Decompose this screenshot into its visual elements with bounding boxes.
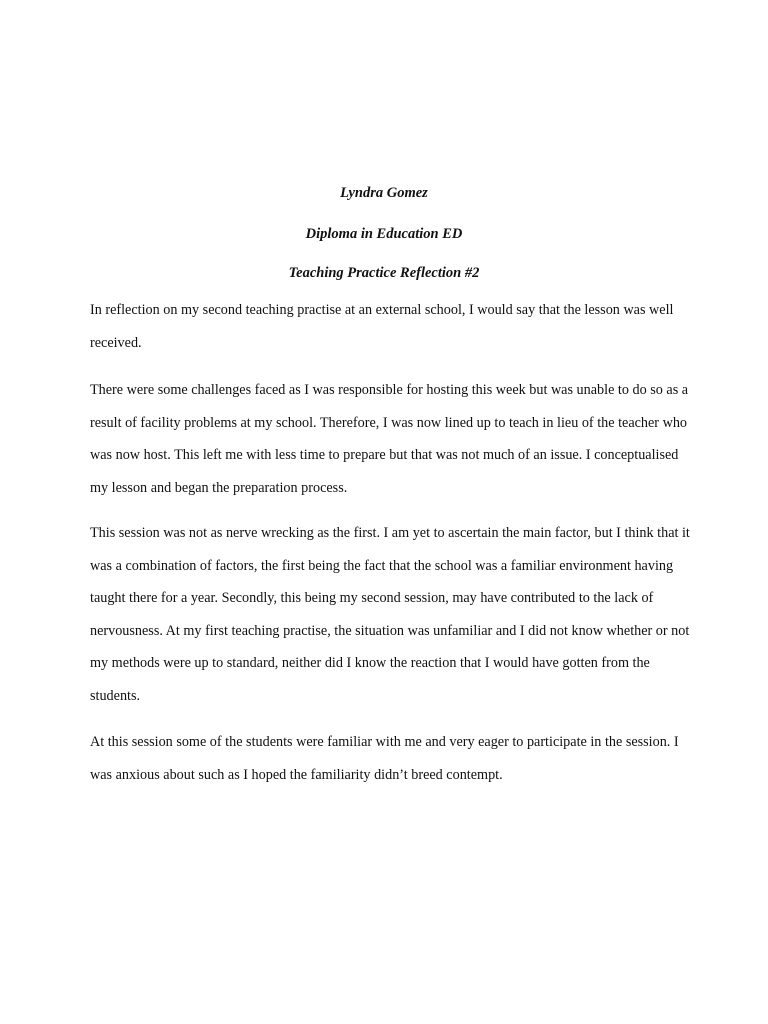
document-title: Teaching Practice Reflection #2 [288, 265, 480, 281]
paragraph-3: This session was not as nerve wrecking as the first. I am yet to ascertain the main factor, but I think that it was a combination of factors, the first being the fact that the school was a familiar environment having taught there for a year. Secondly, this being my second session, may have contributed to the lack of nervousness. At my first teaching practise, the situation was unfamiliar and I did not know whether or not my methods were up to standard, neither did I know the reaction that I would have gotten from the students. [90, 525, 690, 704]
program-name: Diploma in Education ED [305, 226, 463, 242]
author-name: Lyndra Gomez [340, 185, 428, 201]
paragraph-1: In reflection on my second teaching practise at an external school, I would say that the lesson was well received. [90, 302, 674, 351]
paragraph-2: There were some challenges faced as I was responsible for hosting this week but was unable to do so as a result of facility problems at my school. Therefore, I was now lined up to teach in lieu of the teacher who was now host. This left me with less time to prepare but that was not much of an issue. I conceptualised my lesson and began the preparation process. [90, 382, 689, 496]
paragraph-4: At this session some of the students were familiar with me and very eager to participate in the session. I was anxious about such as I hoped the familiarity didn’t breed contempt. [90, 734, 679, 783]
